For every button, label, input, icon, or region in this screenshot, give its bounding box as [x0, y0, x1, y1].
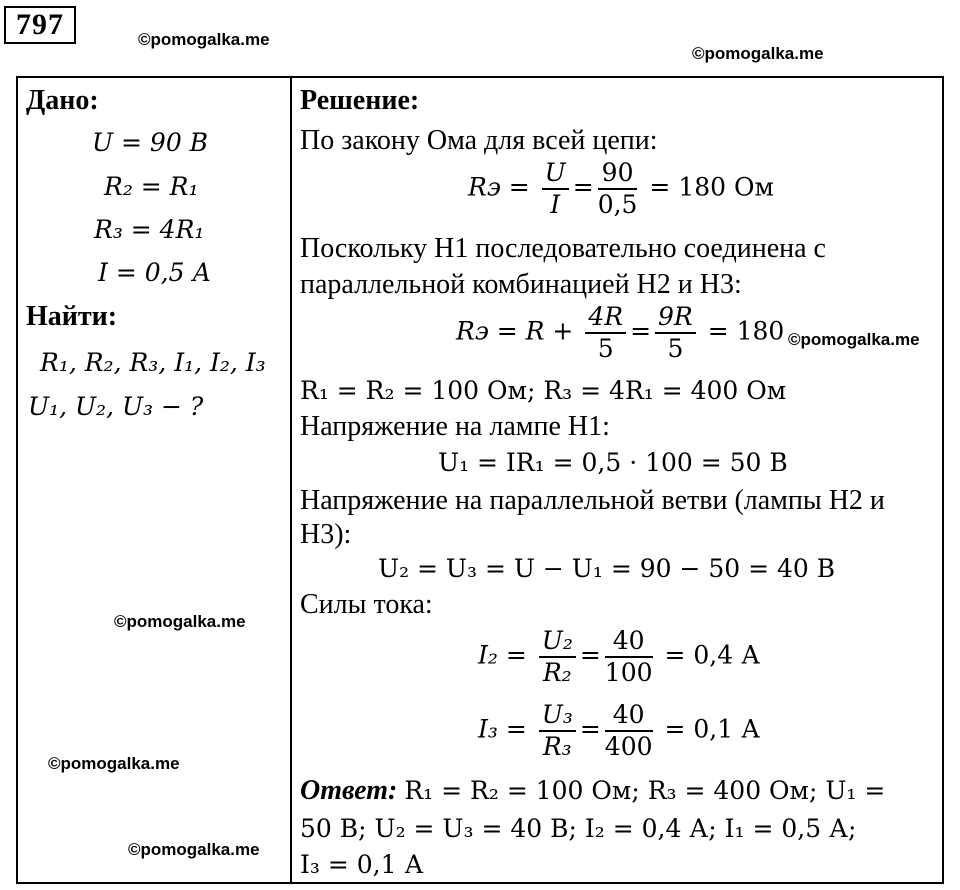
- formula-part: I₃ =: [478, 714, 527, 744]
- find-line: R₁, R₂, R₃, I₁, I₂, I₃: [40, 348, 266, 377]
- denominator: R₂: [542, 658, 572, 687]
- watermark: ©pomogalka.me: [138, 30, 270, 49]
- numerator: 9R: [655, 302, 696, 334]
- solution-text: По закону Ома для всей цепи:: [300, 125, 658, 156]
- numerator: 40: [605, 626, 653, 658]
- formula-part: = 180: [707, 316, 785, 346]
- formula-part: Rэ =: [468, 172, 530, 202]
- denominator: 400: [604, 732, 653, 761]
- fraction: [598, 158, 638, 220]
- solution-text: Напряжение на лампе Н1:: [300, 411, 610, 442]
- given-line: U = 90 В: [92, 128, 209, 157]
- formula-current-i3: I₃ = $\frac{\text{U₃}}{\text{R₃}}$ = $\frac{40}{400}$ = 0,1 А: [478, 700, 761, 761]
- solution-text: параллельной комбинацией Н2 и Н3:: [300, 269, 742, 300]
- problem-number: 797: [4, 6, 76, 44]
- solution-text: Поскольку Н1 последовательно соединена с: [300, 233, 826, 264]
- formula-part: I₂ =: [478, 640, 527, 670]
- solution-text: Напряжение на параллельной ветви (лампы Н2 и: [300, 485, 885, 516]
- formula-resistance-sum: Rэ = R + $\frac{4R}{5}$ = $\frac{9R}{5}$ = 180: [456, 302, 785, 363]
- denominator: I: [550, 190, 561, 219]
- watermark: ©pomogalka.me: [48, 754, 180, 773]
- formula-part: Rэ = R +: [456, 316, 574, 346]
- solution-text: Н3):: [300, 519, 352, 550]
- fraction: [542, 158, 569, 220]
- given-line: I = 0,5 А: [98, 258, 212, 287]
- given-heading: Дано:: [26, 85, 99, 116]
- formula-part: = 0,4 А: [664, 640, 761, 670]
- column-divider: [290, 76, 292, 884]
- formula-voltage-u1: U₁ = IR₁ = 0,5 · 100 = 50 В: [438, 448, 788, 477]
- numerator: 40: [605, 700, 653, 732]
- formula-part: = 180 Ом: [649, 172, 774, 202]
- answer-line: [300, 774, 885, 808]
- numerator: U₂: [539, 626, 576, 658]
- fraction: [585, 302, 626, 364]
- watermark: ©pomogalka.me: [114, 612, 246, 631]
- formula-resistances: R₁ = R₂ = 100 Ом; R₃ = 4R₁ = 400 Ом: [300, 376, 787, 405]
- fraction: [605, 700, 653, 762]
- numerator: U: [542, 158, 569, 190]
- watermark: ©pomogalka.me: [788, 330, 920, 349]
- denominator: 5: [667, 334, 684, 363]
- denominator: 0,5: [597, 190, 638, 219]
- formula-voltage-u2-u3: U₂ = U₃ = U − U₁ = 90 − 50 = 40 В: [378, 554, 836, 583]
- formula-current-i2: I₂ = $\frac{\text{U₂}}{\text{R₂}}$ = $\frac{40}{100}$ = 0,4 А: [478, 626, 761, 687]
- answer-line: I₃ = 0,1 А: [300, 850, 424, 879]
- given-line: R₂ = R₁: [104, 172, 199, 201]
- fraction: [605, 626, 653, 688]
- fraction: [539, 626, 576, 688]
- numerator: 4R: [585, 302, 626, 334]
- answer-label: Ответ:: [300, 775, 398, 806]
- denominator: 5: [597, 334, 614, 363]
- denominator: R₃: [542, 732, 572, 761]
- watermark: ©pomogalka.me: [128, 840, 260, 859]
- denominator: 100: [604, 658, 653, 687]
- watermark: ©pomogalka.me: [692, 44, 824, 63]
- numerator: 90: [598, 158, 638, 190]
- formula-equivalent-resistance: Rэ = $\frac{U}{I}$ = $\frac{90}{0,5}$ = 180 Ом: [468, 158, 774, 219]
- given-line: R₃ = 4R₁: [94, 215, 205, 244]
- fraction: [655, 302, 696, 364]
- find-heading: Найти:: [26, 301, 118, 332]
- formula-part: = 0,1 А: [664, 714, 761, 744]
- find-line: U₁, U₂, U₃ − ?: [28, 392, 204, 421]
- numerator: U₃: [539, 700, 576, 732]
- fraction: [539, 700, 576, 762]
- answer-text: R₁ = R₂ = 100 Ом; R₃ = 400 Ом; U₁ =: [404, 776, 886, 805]
- answer-line: 50 В; U₂ = U₃ = 40 В; I₂ = 0,4 А; I₁ = 0,5 А;: [300, 814, 857, 843]
- solution-heading: Решение:: [300, 85, 420, 116]
- solution-text: Силы тока:: [300, 589, 433, 620]
